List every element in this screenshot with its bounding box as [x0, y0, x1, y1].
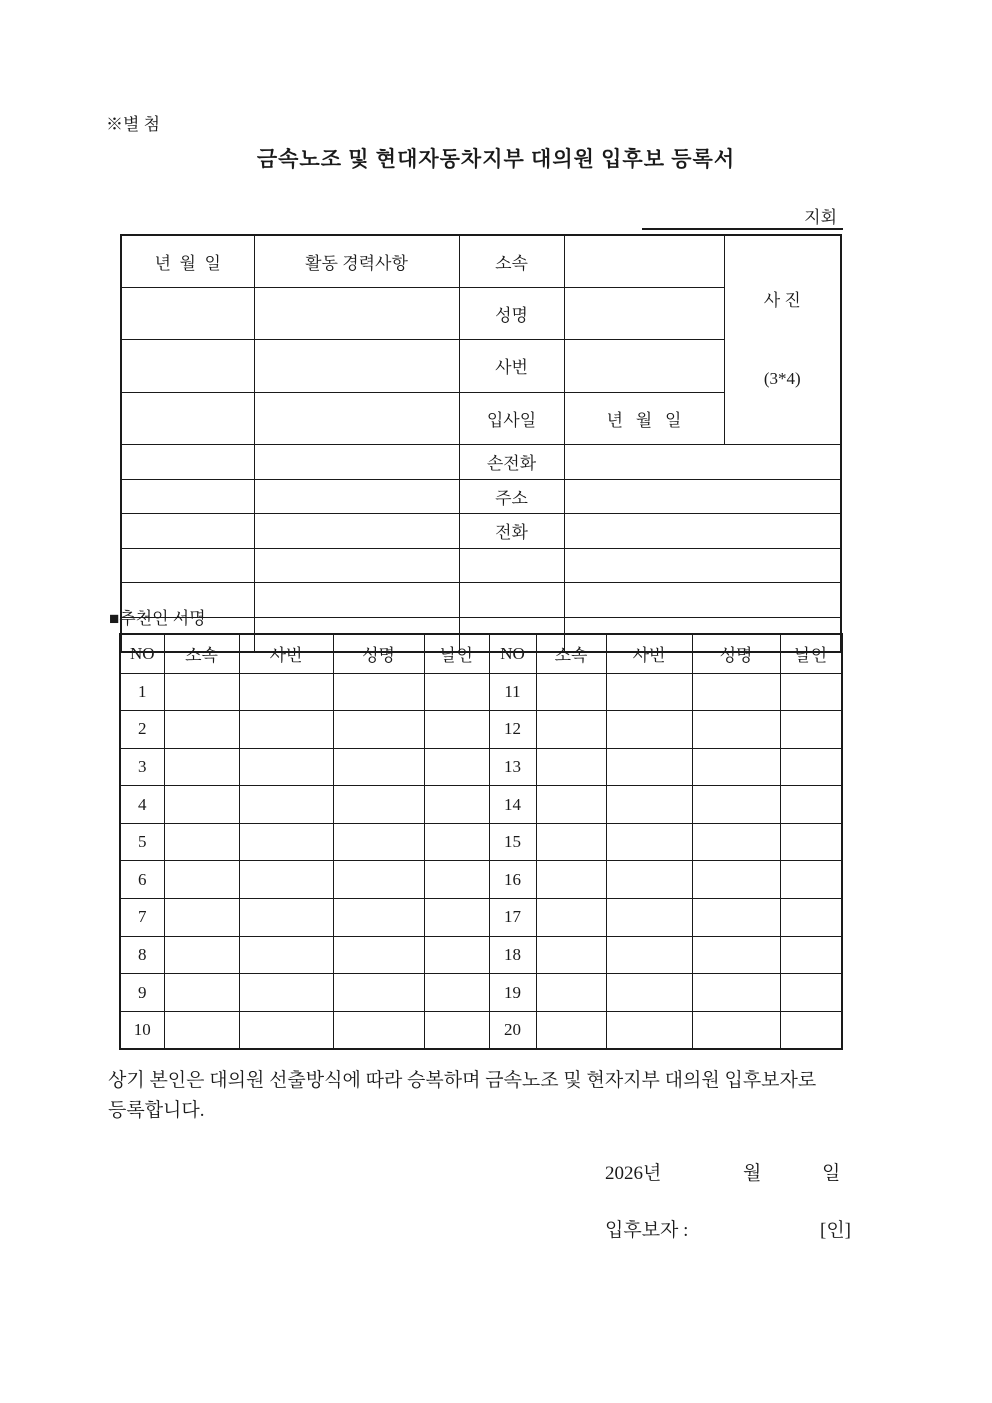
table-row	[120, 748, 842, 786]
no-cell: 5	[120, 823, 164, 861]
seal-cell	[780, 861, 842, 899]
col-header-seal: 날인	[424, 634, 489, 673]
seal-cell	[780, 711, 842, 749]
empno-cell	[606, 861, 692, 899]
seal-cell	[424, 936, 489, 974]
col-header-name: 성명	[692, 634, 780, 673]
date-month-label: 월	[743, 1163, 762, 1184]
dept-cell	[164, 711, 239, 749]
photo-size-label: (3*4)	[763, 369, 801, 388]
table-row	[120, 899, 842, 937]
empno-cell	[606, 748, 692, 786]
dept-cell	[164, 974, 239, 1012]
history-date-cell	[121, 392, 254, 444]
history-date-cell	[121, 287, 254, 339]
col-header-no: NO	[120, 634, 164, 673]
empno-cell	[606, 786, 692, 824]
no-cell: 3	[120, 748, 164, 786]
no-cell: 1	[120, 673, 164, 711]
name-cell	[692, 823, 780, 861]
history-date-cell	[121, 445, 254, 480]
seal-cell	[424, 673, 489, 711]
table-row	[120, 711, 842, 749]
name-cell	[333, 899, 424, 937]
dept-cell	[164, 823, 239, 861]
seal-cell	[780, 748, 842, 786]
col-header-name: 성명	[333, 634, 424, 673]
name-cell	[692, 748, 780, 786]
no-cell: 15	[489, 823, 536, 861]
history-activity-cell	[254, 548, 459, 583]
name-cell	[692, 899, 780, 937]
field-value-cell	[564, 445, 841, 480]
empno-cell	[239, 673, 333, 711]
attachment-note: ※별 첨	[106, 115, 161, 134]
field-value-cell	[564, 514, 841, 549]
declaration-paragraph	[108, 1066, 853, 1126]
no-cell: 13	[489, 748, 536, 786]
col-header-empno: 사번	[239, 634, 333, 673]
history-activity-cell	[254, 445, 459, 480]
dept-cell	[536, 748, 606, 786]
field-value-cell	[564, 583, 841, 618]
seal-cell	[424, 1011, 489, 1049]
table-row	[121, 235, 841, 287]
seal-cell	[424, 899, 489, 937]
field-label-cell: 주소	[459, 479, 564, 514]
table-row	[120, 673, 842, 711]
dept-cell	[164, 899, 239, 937]
dept-cell	[536, 711, 606, 749]
history-date-cell	[121, 340, 254, 392]
seal-cell	[424, 823, 489, 861]
empno-cell	[606, 711, 692, 749]
no-cell: 9	[120, 974, 164, 1012]
empno-cell	[239, 786, 333, 824]
name-cell	[692, 861, 780, 899]
seal-cell	[424, 748, 489, 786]
no-cell: 7	[120, 899, 164, 937]
history-date-cell	[121, 479, 254, 514]
table-row	[120, 823, 842, 861]
table-row	[121, 445, 841, 480]
empno-cell	[239, 936, 333, 974]
dept-cell	[164, 673, 239, 711]
dept-cell	[536, 823, 606, 861]
col-header-seal: 날인	[780, 634, 842, 673]
col-header-no: NO	[489, 634, 536, 673]
table-row	[121, 514, 841, 549]
field-label-cell: 성명	[459, 287, 564, 339]
name-cell	[333, 786, 424, 824]
name-cell	[333, 823, 424, 861]
table-row	[121, 479, 841, 514]
name-cell	[333, 936, 424, 974]
candidate-signature-label: 입후보자 :	[605, 1220, 689, 1241]
no-cell: 8	[120, 936, 164, 974]
empno-cell	[606, 1011, 692, 1049]
empno-cell	[606, 899, 692, 937]
no-cell: 6	[120, 861, 164, 899]
seal-cell	[780, 974, 842, 1012]
date-year: 2026년	[605, 1163, 662, 1184]
no-cell: 19	[489, 974, 536, 1012]
history-date-cell	[121, 514, 254, 549]
name-cell	[333, 861, 424, 899]
empno-cell	[239, 1011, 333, 1049]
seal-cell	[424, 711, 489, 749]
name-cell	[692, 1011, 780, 1049]
no-cell: 16	[489, 861, 536, 899]
dept-cell	[536, 861, 606, 899]
empno-cell	[239, 861, 333, 899]
dept-cell	[536, 673, 606, 711]
dept-cell	[536, 1011, 606, 1049]
table-row	[121, 548, 841, 583]
field-label-cell	[459, 548, 564, 583]
recommenders-section-title: ■추천인 서명	[109, 609, 206, 628]
name-cell	[692, 936, 780, 974]
history-activity-cell	[254, 583, 459, 618]
history-activity-cell	[254, 287, 459, 339]
table-row	[120, 1011, 842, 1049]
empno-cell	[606, 974, 692, 1012]
empno-cell	[239, 748, 333, 786]
name-cell	[333, 711, 424, 749]
seal-cell	[780, 936, 842, 974]
seal-placeholder: [인]	[820, 1220, 852, 1241]
field-value-cell	[564, 235, 724, 287]
field-label-cell: 전화	[459, 514, 564, 549]
branch-label: 지회	[804, 208, 837, 227]
name-cell	[333, 673, 424, 711]
candidate-info-table	[120, 234, 842, 653]
seal-cell	[780, 673, 842, 711]
no-cell: 20	[489, 1011, 536, 1049]
table-row	[120, 974, 842, 1012]
col-header-empno: 사번	[606, 634, 692, 673]
dept-cell	[164, 936, 239, 974]
empno-cell	[239, 823, 333, 861]
history-activity-cell	[254, 340, 459, 392]
name-cell	[333, 1011, 424, 1049]
seal-cell	[424, 861, 489, 899]
no-cell: 11	[489, 673, 536, 711]
dept-cell	[536, 936, 606, 974]
table-row	[120, 861, 842, 899]
field-value-cell	[564, 479, 841, 514]
empno-cell	[239, 974, 333, 1012]
history-date-header: 년 월 일	[121, 235, 254, 287]
dept-cell	[164, 748, 239, 786]
dept-cell	[536, 899, 606, 937]
dept-cell	[536, 974, 606, 1012]
name-cell	[692, 786, 780, 824]
date-day-label: 일	[822, 1163, 841, 1184]
no-cell: 18	[489, 936, 536, 974]
name-cell	[333, 974, 424, 1012]
photo-box	[724, 235, 841, 445]
empno-cell	[239, 711, 333, 749]
dept-cell	[536, 786, 606, 824]
recommenders-table	[119, 633, 843, 1050]
table-row	[121, 583, 841, 618]
field-value-cell	[564, 548, 841, 583]
no-cell: 12	[489, 711, 536, 749]
dept-cell	[164, 861, 239, 899]
field-label-cell: 입사일	[459, 392, 564, 444]
field-value-cell: 년 월 일	[564, 392, 724, 444]
empno-cell	[606, 936, 692, 974]
name-cell	[333, 748, 424, 786]
field-label-cell: 손전화	[459, 445, 564, 480]
branch-underline	[642, 203, 843, 230]
declaration-line2: 등록합니다.	[108, 1100, 205, 1121]
table-header-row	[120, 634, 842, 673]
history-activity-cell	[254, 479, 459, 514]
history-activity-cell	[254, 392, 459, 444]
name-cell	[692, 673, 780, 711]
history-date-cell	[121, 548, 254, 583]
seal-cell	[780, 1011, 842, 1049]
photo-label: 사 진	[763, 291, 801, 310]
field-value-cell	[564, 287, 724, 339]
history-activity-cell	[254, 514, 459, 549]
page-title: 금속노조 및 현대자동차지부 대의원 입후보 등록서	[256, 147, 736, 171]
field-label-cell: 사번	[459, 340, 564, 392]
dept-cell	[164, 1011, 239, 1049]
name-cell	[692, 711, 780, 749]
no-cell: 4	[120, 786, 164, 824]
no-cell: 2	[120, 711, 164, 749]
history-activity-header: 활동 경력사항	[254, 235, 459, 287]
seal-cell	[780, 823, 842, 861]
no-cell: 17	[489, 899, 536, 937]
col-header-dept: 소속	[164, 634, 239, 673]
field-value-cell	[564, 340, 724, 392]
seal-cell	[424, 974, 489, 1012]
name-cell	[692, 974, 780, 1012]
empno-cell	[606, 823, 692, 861]
table-row	[120, 936, 842, 974]
field-label-cell	[459, 583, 564, 618]
empno-cell	[606, 673, 692, 711]
no-cell: 10	[120, 1011, 164, 1049]
no-cell: 14	[489, 786, 536, 824]
table-row	[120, 786, 842, 824]
empno-cell	[239, 899, 333, 937]
col-header-dept: 소속	[536, 634, 606, 673]
dept-cell	[164, 786, 239, 824]
seal-cell	[424, 786, 489, 824]
seal-cell	[780, 786, 842, 824]
seal-cell	[780, 899, 842, 937]
declaration-line1: 상기 본인은 대의원 선출방식에 따라 승복하며 금속노조 및 현자지부 대의원 입후보자로	[108, 1070, 817, 1091]
field-label-cell: 소속	[459, 235, 564, 287]
